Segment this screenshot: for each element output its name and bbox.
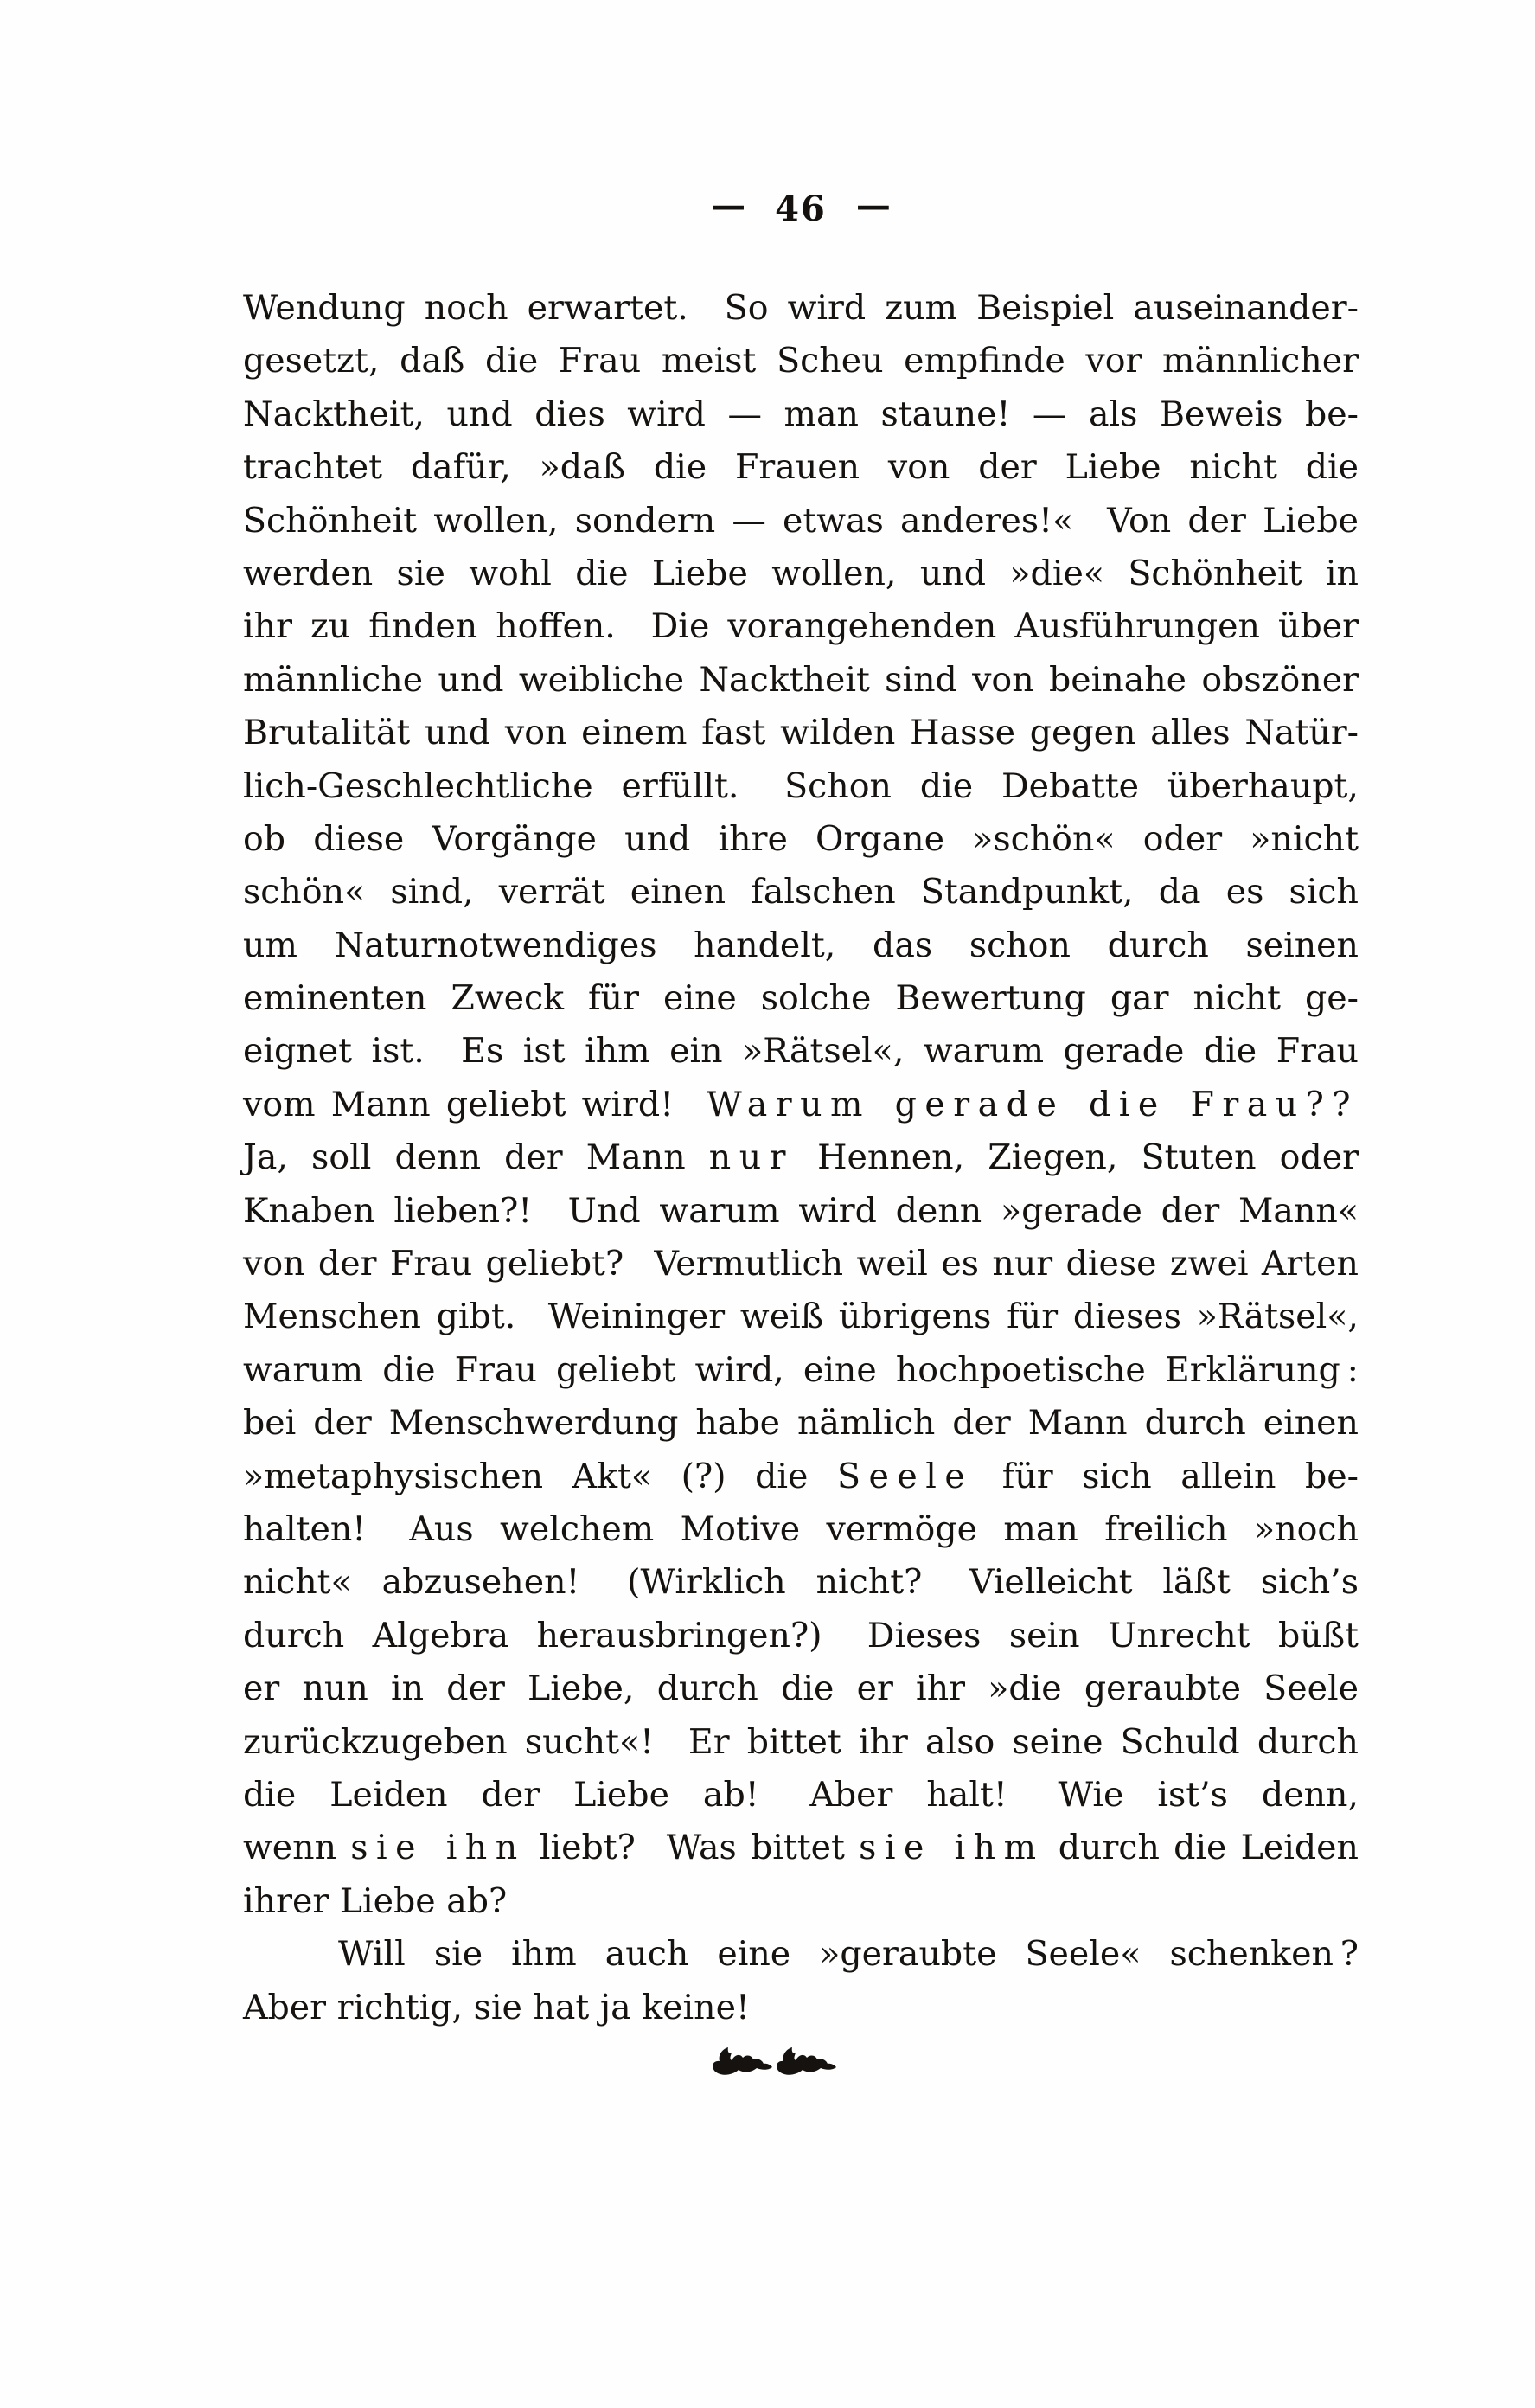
fleuron-ornament (711, 2043, 841, 2088)
text-line (243, 1556, 1359, 1609)
text-segment: Ja, soll denn der Mann (243, 1137, 709, 1178)
text-line (243, 1769, 1359, 1822)
text-segment: die Leiden der Liebe ab! Aber halt! Wie ist’s denn, (243, 1774, 1359, 1815)
emphasized-text: nur (708, 1137, 794, 1178)
text-line (243, 1982, 1359, 2034)
text-line (243, 1344, 1359, 1397)
text-line (243, 495, 1359, 548)
text-line (243, 654, 1359, 707)
text-segment: eignet ist. Es ist ihm ein »Rätsel«, warum gerade die Frau (243, 1031, 1359, 1072)
text-segment: Nacktheit, und dies wird — man staune! — als Beweis be- (243, 394, 1359, 434)
text-line (243, 1131, 1359, 1184)
text-line (243, 600, 1359, 653)
text-line (243, 388, 1359, 441)
text-line (243, 760, 1359, 813)
text-segment: männliche und weibliche Nacktheit sind von beinahe obszöner (243, 659, 1359, 700)
text-line (243, 1185, 1359, 1238)
text-line (243, 1662, 1359, 1715)
text-segment: »metaphysischen Akt« (?) die (243, 1456, 837, 1496)
text-segment: Brutalität und von einem fast wilden Hasse gegen alles Natür- (243, 713, 1359, 753)
text-line (243, 972, 1359, 1025)
header-dash-right: — (855, 185, 891, 226)
text-line (243, 1290, 1359, 1343)
text-segment: wenn (243, 1828, 351, 1868)
text-segment: ihrer Liebe ab? (243, 1880, 508, 1921)
text-segment: für sich allein be- (973, 1456, 1359, 1496)
text-segment: durch Algebra herausbringen?) Dieses sein Unrecht büßt (243, 1615, 1359, 1656)
text-line (243, 441, 1359, 494)
page-header (243, 185, 1359, 229)
text-line (243, 866, 1359, 919)
text-line (243, 335, 1359, 387)
text-line (243, 282, 1359, 335)
text-segment: trachtet dafür, »daß die Frauen von der Liebe nicht die (243, 447, 1359, 488)
text-segment: warum die Frau geliebt wird, eine hochpoetische Erklärung : (243, 1349, 1359, 1390)
text-line (243, 1451, 1359, 1503)
text-line (243, 548, 1359, 600)
header-dash-left: — (711, 185, 746, 226)
text-line (243, 1397, 1359, 1450)
text-segment: ob diese Vorgänge und ihre Organe »schön« oder »nicht (243, 818, 1359, 859)
text-segment: durch die Leiden (1044, 1828, 1359, 1868)
text-line (243, 1025, 1359, 1078)
text-segment: Menschen gibt. Weininger weiß übrigens für dieses »Rätsel«, (243, 1297, 1359, 1337)
text-line (243, 1503, 1359, 1556)
text-segment: eminenten Zweck für eine solche Bewertung gar nicht ge- (243, 978, 1359, 1019)
text-segment: ihr zu finden hoffen. Die vorangehenden Ausführungen über (243, 606, 1359, 647)
text-segment: werden sie wohl die Liebe wollen, und »die« Schönheit in (243, 553, 1359, 593)
text-line (243, 1822, 1359, 1874)
text-segment: schön« sind, verrät einen falschen Standpunkt, da es sich (243, 872, 1359, 913)
text-segment: nicht« abzusehen! (Wirklich nicht? Vielleicht läßt sich’s (243, 1562, 1359, 1603)
emphasized-text: Warum gerade die Frau?? (707, 1084, 1359, 1124)
text-line (243, 707, 1359, 759)
text-line (243, 1875, 1359, 1928)
page-number: 46 (775, 189, 827, 229)
text-segment: Wendung noch erwartet. So wird zum Beispiel auseinander- (243, 288, 1359, 328)
text-segment: halten! Aus welchem Motive vermöge man freilich »noch (243, 1508, 1359, 1549)
text-line (243, 813, 1359, 866)
text-segment: Schönheit wollen, sondern — etwas anderes!« Von der Liebe (243, 500, 1359, 541)
text-segment: bei der Menschwerdung habe nämlich der Mann durch einen (243, 1403, 1359, 1444)
text-segment: um Naturnotwendiges handelt, das schon durch seinen (243, 925, 1359, 965)
text-line (243, 1928, 1359, 1981)
text-segment: zurückzugeben sucht«! Er bittet ihr also seine Schuld durch (243, 1721, 1359, 1762)
text-segment: Will sie ihm auch eine »geraubte Seele« schenken ? (338, 1934, 1359, 1975)
text-segment: lich-Geschlechtliche erfüllt. Schon die Debatte überhaupt, (243, 765, 1359, 806)
text-block (243, 282, 1359, 2034)
text-segment: von der Frau geliebt? Vermutlich weil es nur diese zwei Arten (243, 1244, 1359, 1284)
text-line (243, 1610, 1359, 1662)
emphasized-text: Seele (836, 1456, 974, 1496)
text-segment: Knaben lieben?! Und warum wird denn »gerade der Mann« (243, 1190, 1359, 1231)
text-line (243, 1238, 1359, 1290)
fleuron-icon (711, 2043, 841, 2088)
text-line (243, 919, 1359, 972)
emphasized-text: sie ihm (859, 1828, 1045, 1868)
text-segment: gesetzt, daß die Frau meist Scheu empfinde vor männlicher (243, 341, 1359, 381)
text-line (243, 1079, 1359, 1131)
text-line (243, 1716, 1359, 1769)
text-segment: liebt? Was bittet (525, 1828, 860, 1868)
text-segment: vom Mann geliebt wird! (243, 1084, 707, 1124)
emphasized-text: sie ihn (350, 1828, 526, 1868)
text-segment: er nun in der Liebe, durch die er ihr »die geraubte Seele (243, 1668, 1359, 1709)
text-segment: Hennen, Ziegen, Stuten oder (793, 1137, 1359, 1178)
text-segment: Aber richtig, sie hat ja keine! (243, 1987, 750, 2027)
